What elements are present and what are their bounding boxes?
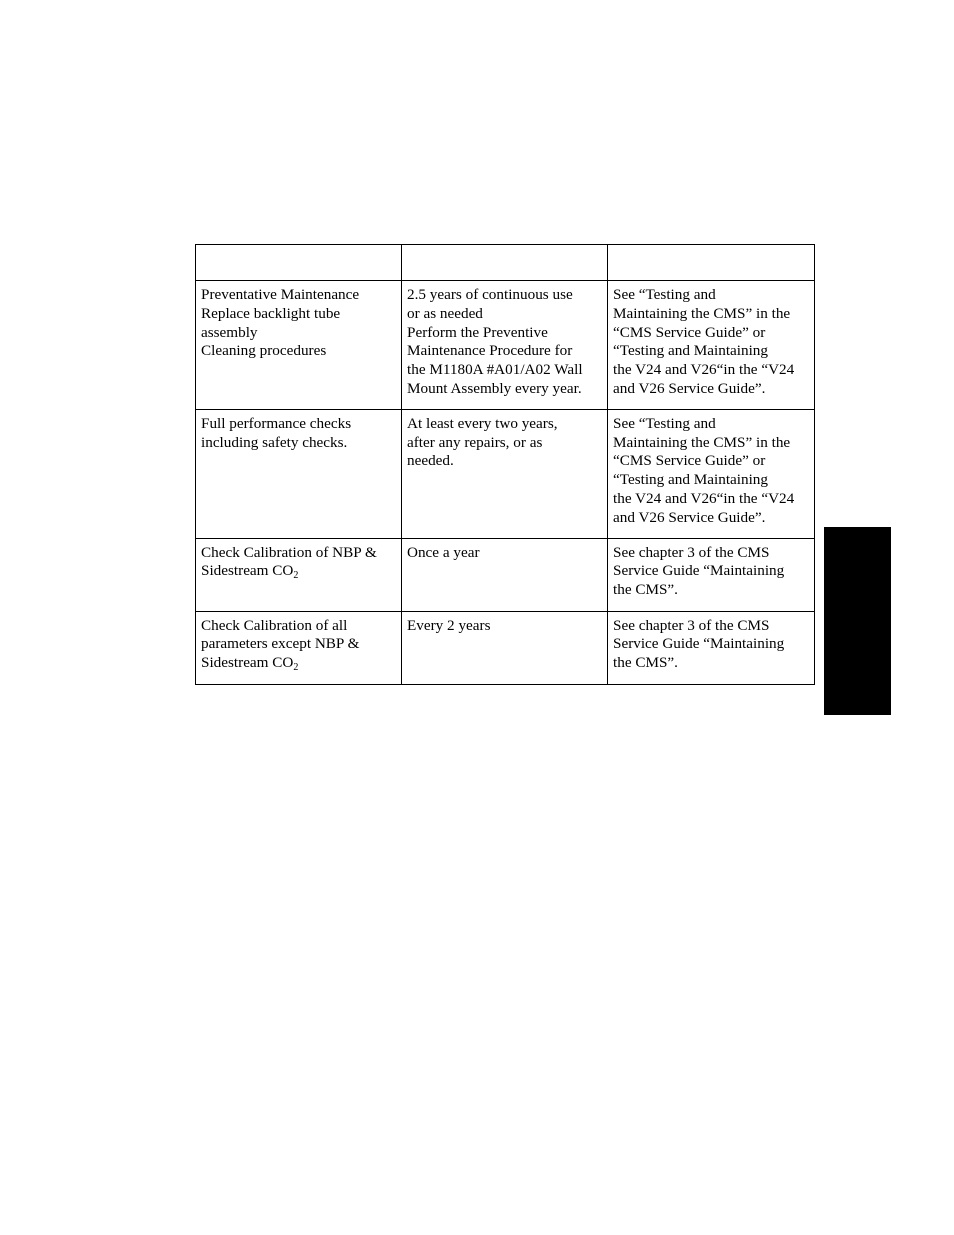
reference-text: See “Testing and xyxy=(613,414,716,432)
frequency-text: after any repairs, or as xyxy=(407,433,543,451)
frequency-text: Perform the Preventive xyxy=(407,323,548,341)
table-row xyxy=(196,538,815,611)
reference-cell xyxy=(608,281,815,410)
reference-text: See “Testing and xyxy=(613,286,716,303)
table-row xyxy=(196,611,815,684)
reference-text: “CMS Service Guide” or xyxy=(613,323,766,341)
task-text-with-subscript xyxy=(201,654,396,673)
task-text: Replace backlight tube xyxy=(201,304,341,322)
reference-text: Maintaining the CMS” in the xyxy=(613,433,791,451)
reference-text: the V24 and V26“in the “V24 xyxy=(613,361,795,379)
task-text-with-subscript xyxy=(201,562,396,581)
header-cell-task xyxy=(196,245,402,281)
task-cell xyxy=(196,281,402,410)
task-cell xyxy=(196,538,402,611)
reference-cell xyxy=(608,409,815,538)
frequency-cell xyxy=(402,538,608,611)
reference-text: and V26 Service Guide”. xyxy=(613,508,766,526)
frequency-cell xyxy=(402,281,608,410)
task-cell xyxy=(196,611,402,684)
reference-text: See chapter 3 of the CMS xyxy=(613,543,770,561)
table-row xyxy=(196,281,815,410)
table-header-row xyxy=(196,245,815,281)
task-text: Check Calibration of all xyxy=(201,616,348,634)
reference-text: “CMS Service Guide” or xyxy=(613,452,766,470)
reference-text: the CMS”. xyxy=(613,581,678,599)
header-cell-reference xyxy=(608,245,815,281)
frequency-cell xyxy=(402,611,608,684)
frequency-text: needed. xyxy=(407,452,454,470)
task-text: Full performance checks xyxy=(201,414,352,432)
table-row xyxy=(196,409,815,538)
task-text: including safety checks. xyxy=(201,433,348,451)
frequency-text: 2.5 years of continuous use xyxy=(407,286,573,303)
frequency-text: Once a year xyxy=(407,543,480,561)
frequency-text: the M1180A #A01/A02 Wall xyxy=(407,361,583,379)
subscript: 2 xyxy=(293,570,299,582)
reference-text: Service Guide “Maintaining xyxy=(613,562,785,580)
reference-text: Service Guide “Maintaining xyxy=(613,635,785,653)
frequency-cell xyxy=(402,409,608,538)
reference-cell xyxy=(608,538,815,611)
task-text: Sidestream CO xyxy=(201,562,294,580)
reference-text: the V24 and V26“in the “V24 xyxy=(613,489,795,507)
reference-text: See chapter 3 of the CMS xyxy=(613,616,770,634)
task-text: Sidestream CO xyxy=(201,654,294,672)
frequency-text: At least every two years, xyxy=(407,414,558,432)
frequency-text: or as needed xyxy=(407,304,483,322)
task-text: parameters except NBP & xyxy=(201,635,360,653)
task-text: assembly xyxy=(201,323,258,341)
chapter-thumb-tab xyxy=(824,527,891,715)
frequency-text: Maintenance Procedure for xyxy=(407,342,573,360)
reference-text: the CMS”. xyxy=(613,654,678,672)
reference-cell xyxy=(608,611,815,684)
reference-text: “Testing and Maintaining xyxy=(613,342,768,360)
maintenance-schedule-table xyxy=(195,244,815,685)
reference-text: and V26 Service Guide”. xyxy=(613,379,766,397)
reference-text: Maintaining the CMS” in the xyxy=(613,304,791,322)
frequency-text: Every 2 years xyxy=(407,616,491,634)
frequency-text: Mount Assembly every year. xyxy=(407,379,582,397)
task-text: Preventative Maintenance xyxy=(201,286,360,303)
subscript: 2 xyxy=(293,662,299,674)
task-text: Check Calibration of NBP & xyxy=(201,543,377,561)
reference-text: “Testing and Maintaining xyxy=(613,471,768,489)
task-cell xyxy=(196,409,402,538)
header-cell-frequency xyxy=(402,245,608,281)
task-text: Cleaning procedures xyxy=(201,342,327,360)
